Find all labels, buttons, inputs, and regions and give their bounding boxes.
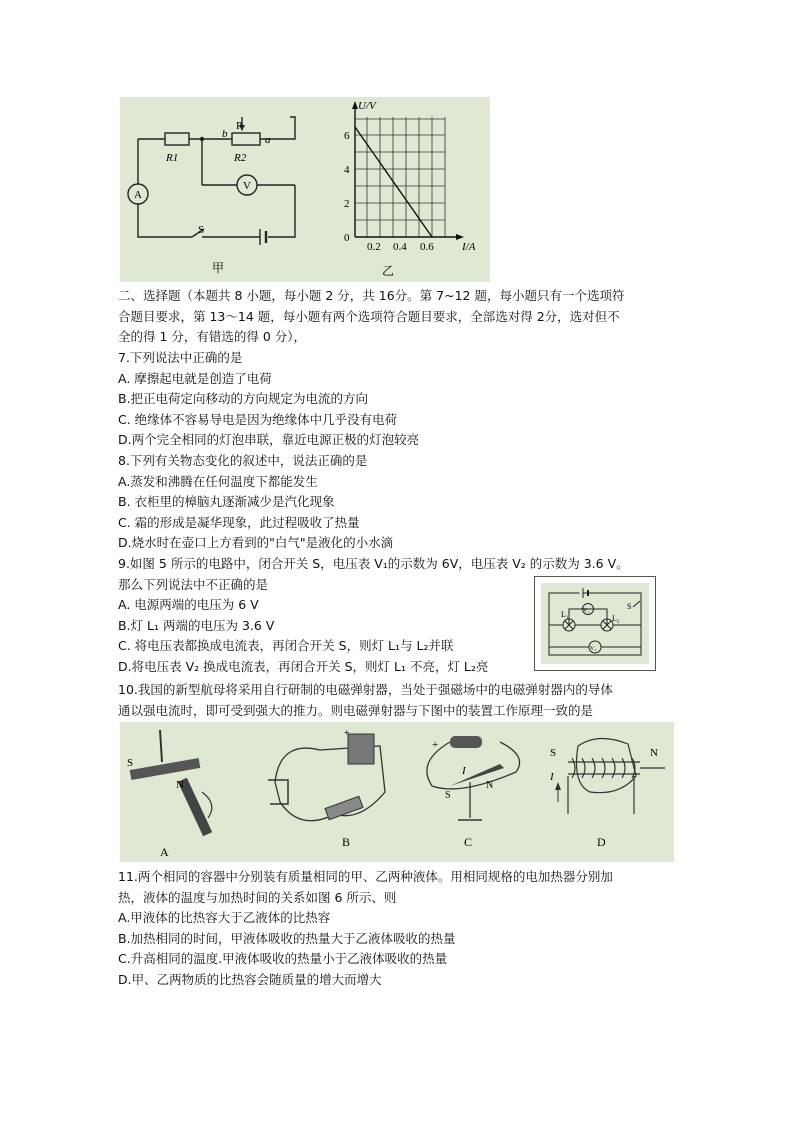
c-pole-n: N bbox=[486, 780, 494, 791]
graph-ylabel: U/V bbox=[358, 100, 376, 112]
figure-yi-label: 乙 bbox=[382, 264, 395, 278]
option-d: D.烧水时在壶口上方看到的"白气"是液化的小水滴 bbox=[118, 535, 394, 551]
graph-xtick-0.2: 0.2 bbox=[367, 241, 381, 253]
fig5-switch-label: S bbox=[627, 602, 632, 611]
question-stem: 8.下列有关物态变化的叙述中，说法正确的是 bbox=[118, 453, 368, 468]
option-a: A.甲液体的比热容大于乙液体的比热容 bbox=[118, 910, 331, 926]
b-label: b bbox=[222, 128, 228, 140]
graph-ytick-0: 0 bbox=[344, 232, 350, 244]
circuit-graph-svg bbox=[120, 97, 490, 282]
section-title-line: 全的得 1 分，有错选的得 0 分）， bbox=[118, 329, 307, 345]
section-title-line: 合题目要求，第 13～14 题，每小题有两个选项符合题目要求，全部选对得 2分，选对但不 bbox=[118, 308, 620, 324]
graph-xtick-0.6: 0.6 bbox=[420, 241, 434, 253]
c-current-label: I bbox=[462, 765, 466, 777]
voltmeter-label: V bbox=[243, 180, 251, 192]
figure-q10-devices bbox=[120, 722, 674, 862]
option-b: B.把正电荷定向移动的方向规定为电流的方向 bbox=[118, 391, 369, 407]
option-c: C. 霜的形成是凝华现象，此过程吸收了热量 bbox=[118, 514, 360, 530]
option-b: B. 衣柜里的樟脑丸逐渐减少是汽化现象 bbox=[118, 494, 335, 510]
question-10 bbox=[118, 680, 678, 721]
device-d bbox=[549, 738, 665, 849]
c-pole-s: S bbox=[445, 790, 451, 801]
option-a: A. 电源两端的电压为 6 V bbox=[118, 597, 259, 613]
r1-label: R1 bbox=[166, 152, 179, 164]
device-a bbox=[127, 730, 212, 859]
section-header bbox=[118, 286, 678, 348]
device-c bbox=[427, 736, 520, 849]
fig5-l2-label: L₂ bbox=[612, 614, 620, 623]
option-a: A.蒸发和沸腾在任何温度下都能发生 bbox=[118, 473, 318, 489]
fig5-v1-label: V₁ bbox=[583, 608, 590, 614]
device-d-label: D bbox=[597, 835, 606, 849]
question-8 bbox=[118, 451, 678, 554]
graph-ytick-4: 4 bbox=[344, 164, 350, 176]
option-a: A. 摩擦起电就是创造了电荷 bbox=[118, 370, 272, 386]
p-label: P bbox=[236, 120, 243, 132]
question-stem: 10.我国的新型航母将采用自行研制的电磁弹射器，当处于强磁场中的电磁弹射器内的导体 bbox=[118, 682, 613, 697]
question-stem: 那么下列说法中不正确的是 bbox=[118, 576, 269, 592]
figure-5-circuit bbox=[534, 576, 656, 671]
device-a-label: A bbox=[160, 845, 169, 859]
option-d: D.两个完全相同的灯泡串联，靠近电源正极的灯泡较亮 bbox=[118, 432, 420, 448]
option-c: C. 将电压表都换成电流表，再闭合开关 S，则灯 L₁与 L₂并联 bbox=[118, 638, 454, 654]
fig5-v2-label: V₂ bbox=[590, 646, 597, 652]
device-b bbox=[268, 728, 385, 849]
graph-ytick-6: 6 bbox=[344, 130, 350, 142]
question-stem: 热，液体的温度与加热时间的关系如图 6 所示、则 bbox=[118, 889, 397, 905]
ammeter-label: A bbox=[134, 189, 142, 201]
option-c: C. 绝缘体不容易导电是因为绝缘体中几乎没有电荷 bbox=[118, 411, 398, 427]
section-title-line: 二、选择题（本题共 8 小题，每小题 2 分，共 16分。第 7~12 题，每小题只有一个选项符 bbox=[118, 288, 625, 303]
device-b-label: B bbox=[342, 835, 351, 849]
question-stem: 9.如图 5 所示的电路中，闭合开关 S，电压表 V₁的示数为 6V，电压表 V₂ 的示数为 3.6 V。 bbox=[118, 556, 629, 571]
switch-label: S bbox=[198, 224, 205, 236]
question-stem: 11.两个相同的容器中分别装有质量相同的甲、乙两种液体。用相同规格的电加热器分别加 bbox=[118, 869, 613, 884]
question-7 bbox=[118, 348, 678, 451]
question-stem: 7.下列说法中正确的是 bbox=[118, 350, 243, 365]
option-d: D.甲、乙两物质的比热容会随质量的增大而增大 bbox=[118, 971, 382, 987]
option-c: C.升高相同的温度.甲液体吸收的热量小于乙液体吸收的热量 bbox=[118, 951, 448, 967]
d-current-label: I bbox=[550, 771, 554, 783]
device-c-label: C bbox=[464, 835, 473, 849]
b-plus-label: + bbox=[344, 728, 350, 739]
r2-label: R2 bbox=[234, 152, 247, 164]
figure-jia-label: 甲 bbox=[212, 261, 225, 275]
question-stem: 通以强电流时，即可受到强大的推力。则电磁弹射器与下图中的装置工作原理一致的是 bbox=[118, 702, 594, 718]
option-d: D.将电压表 V₂ 换成电流表，再闭合开关 S，则灯 L₁ 不亮，灯 L₂亮 bbox=[118, 658, 489, 674]
figure-circuit-and-graph bbox=[120, 97, 490, 282]
graph-xlabel: I/A bbox=[462, 241, 476, 253]
d-pole-n: N bbox=[650, 747, 658, 759]
fig5-l1-label: L₁ bbox=[561, 610, 569, 619]
option-b: B.灯 L₁ 两端的电压为 3.6 V bbox=[118, 617, 275, 633]
a-pole-n: N bbox=[176, 779, 184, 791]
option-b: B.加热相同的时间，甲液体吸收的热量大于乙液体吸收的热量 bbox=[118, 930, 456, 946]
c-plus-label: + bbox=[432, 739, 439, 751]
a-label: a bbox=[265, 134, 271, 146]
a-pole-s: S bbox=[127, 757, 134, 769]
graph-ytick-2: 2 bbox=[344, 198, 350, 210]
graph-xtick-0.4: 0.4 bbox=[393, 241, 407, 253]
d-pole-s: S bbox=[550, 747, 557, 759]
question-11 bbox=[118, 867, 678, 991]
